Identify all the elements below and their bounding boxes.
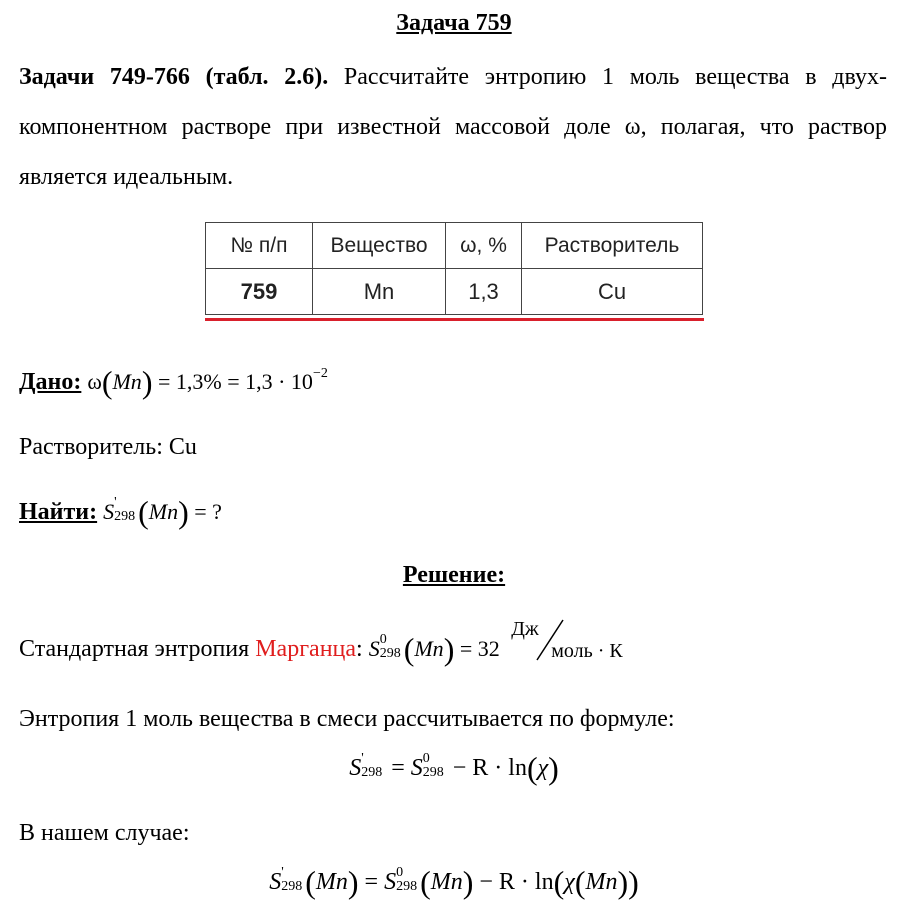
equals-sign: = [391,755,405,781]
cell-substance: Mn [313,269,446,315]
find-line [19,494,222,531]
formula-intro: Энтропия 1 моль вещества в смеси рассчитывается по формуле: [19,706,675,732]
prime-mark: ' [361,751,364,766]
equals-sign: = [364,869,379,895]
entropy-symbol: S [384,869,397,895]
prime-mark: ' [281,865,284,880]
header-number: № п/п [206,223,313,269]
page-title: Задача 759 [396,10,512,36]
header-omega: ω, % [446,223,522,269]
standard-entropy-line [19,618,635,670]
prime-mark: ' [114,495,117,510]
cell-solvent: Cu [522,269,703,315]
species: Mn [315,869,348,895]
unit-fraction [505,618,635,670]
cell-omega: 1,3 [446,269,522,315]
minus-r-ln: − R · ln [452,755,527,781]
mole-fraction-symbol: χ [537,755,549,781]
solvent-line: Растворитель: Cu [19,434,197,460]
table-header-row [206,223,703,269]
find-species: Mn [148,499,179,524]
standard-superscript: 0 [396,865,404,880]
element-name: Марганца [255,636,357,662]
entropy-symbol: S [368,636,380,661]
temp-subscript: 298 [281,879,303,894]
problem-text: Рассчитайте энтропию 1 моль вещества в двух-компонентном растворе при известной массовой доле ω, полагая, что раствор является идеальным. [19,64,887,190]
entropy-value: = 32 [459,636,500,661]
species: Mn [585,869,618,895]
main-formula: S ' 298 = S 0 298 − R · ln(χ) [349,750,559,786]
find-question: = ? [194,499,222,524]
header-solvent: Растворитель [522,223,703,269]
colon: : [356,636,363,662]
given-label: Дано: [19,369,82,395]
unit-numerator: Дж [511,618,539,640]
given-species: Mn [112,369,142,394]
unit-denominator: моль · К [551,640,623,662]
omega-symbol: ω [87,369,102,394]
temp-subscript: 298 [422,765,444,780]
standard-superscript: 0 [422,751,430,766]
problem-statement [19,52,887,202]
minus-r-ln: − R · ln [479,869,554,895]
given-formula: $\omega(Mn) = 1,3\% = 1,3 \cdot 10^{-2}$ [87,364,328,400]
table-underline [205,318,704,321]
entropy-symbol: S [349,755,362,781]
case-formula: S ' 298 (Mn) = S 0 298 (Mn) − R · ln(χ(Mn)) [269,864,639,900]
entropy-symbol: S [269,869,282,895]
standard-entropy-prefix: Стандартная энтропия [19,636,256,662]
find-formula: S ' 298 (Mn) = ? [103,494,222,530]
header-substance: Вещество [313,223,446,269]
species: Mn [414,636,444,661]
entropy-symbol: S [103,499,115,524]
given-value: = 1,3% = 1,3 · 10 [157,369,313,394]
mole-fraction-symbol: χ [564,869,575,895]
data-table [205,222,703,315]
temp-subscript: 298 [379,646,401,661]
temp-subscript: 298 [114,509,136,524]
given-line [19,364,328,401]
cell-number: 759 [206,269,313,315]
temp-subscript: 298 [361,765,383,780]
entropy-symbol: S [410,755,423,781]
standard-entropy-formula: S 0 298 (Mn) = 32 Дж моль · К [369,636,636,661]
find-label: Найти: [19,499,98,525]
solution-title: Решение: [402,562,506,588]
temp-subscript: 298 [396,879,418,894]
case-text: В нашем случае: [19,820,190,846]
given-exponent: −2 [312,366,328,381]
problem-reference: Задачи 749-766 (табл. 2.6). [19,64,329,90]
species: Mn [430,869,463,895]
standard-superscript: 0 [379,632,387,647]
table-row [206,269,703,315]
